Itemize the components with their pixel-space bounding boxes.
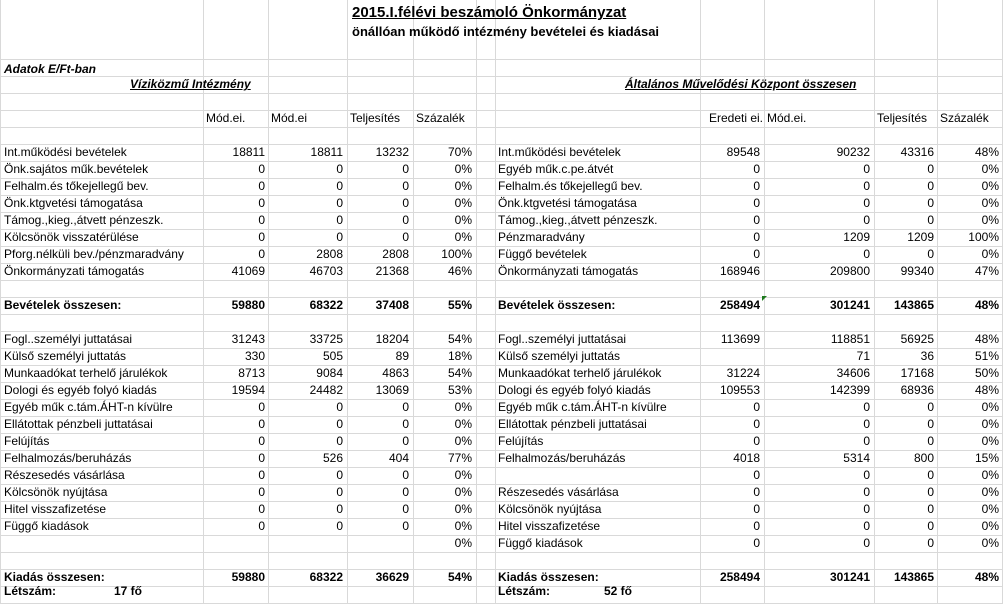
right-income-value: 0 bbox=[927, 162, 934, 176]
left-expense-value: 0% bbox=[454, 417, 472, 431]
right-expense-value: 0 bbox=[927, 434, 934, 448]
right-expense-value: 48% bbox=[974, 332, 999, 346]
right-expense-value: 0 bbox=[863, 400, 870, 414]
left-expense-value: 9084 bbox=[316, 366, 343, 380]
right-expense-value: 0% bbox=[981, 468, 999, 482]
left-expense-value: 0 bbox=[336, 434, 343, 448]
left-income-value: 41069 bbox=[231, 264, 265, 278]
left-expense-value: 0 bbox=[336, 485, 343, 499]
left-expense-value: 0 bbox=[402, 468, 409, 482]
right-income-value: 0 bbox=[753, 162, 760, 176]
left-income-value: 0% bbox=[454, 213, 472, 227]
left-income-label: Önkormányzati támogatás bbox=[4, 264, 145, 278]
left-income-value: 0 bbox=[336, 196, 343, 210]
left-income-value: 0% bbox=[454, 179, 472, 193]
left-income-value: 2808 bbox=[316, 247, 343, 261]
left-income-value: 0 bbox=[336, 162, 343, 176]
right-expense-value: 0 bbox=[753, 400, 760, 414]
left-expense-value: 77% bbox=[447, 451, 472, 465]
right-expense-value bbox=[700, 348, 760, 365]
right-expense-total-value: 258494 bbox=[719, 570, 760, 584]
right-expense-label: Dologi és egyéb folyó kiadás bbox=[498, 383, 651, 397]
grid-hline bbox=[0, 59, 1003, 60]
right-expense-value: 0% bbox=[981, 417, 999, 431]
right-expense-value: 68936 bbox=[900, 383, 934, 397]
left-expense-value: 505 bbox=[322, 349, 343, 363]
left-expense-value: 13069 bbox=[375, 383, 409, 397]
left-expense-value: 31243 bbox=[231, 332, 265, 346]
right-expense-value: 0 bbox=[753, 468, 760, 482]
right-headcount-label: Létszám: bbox=[498, 584, 551, 598]
left-income-value: 0 bbox=[258, 213, 265, 227]
right-income-value: 0 bbox=[927, 179, 934, 193]
left-expense-value: 24482 bbox=[309, 383, 343, 397]
left-income-value: 46% bbox=[447, 264, 472, 278]
right-income-value: 0 bbox=[863, 247, 870, 261]
left-income-total-value: 37408 bbox=[375, 298, 409, 312]
left-income-value: 0 bbox=[402, 230, 409, 244]
left-expense-value: 0 bbox=[258, 451, 265, 465]
right-expense-value: 0 bbox=[863, 468, 870, 482]
left-expense-value: 0 bbox=[258, 434, 265, 448]
right-expense-value: 4018 bbox=[733, 451, 760, 465]
left-expense-value bbox=[268, 535, 343, 552]
right-expense-value: 56925 bbox=[900, 332, 934, 346]
right-income-value: 0 bbox=[927, 247, 934, 261]
left-income-label: Pforg.nélküli bev./pénzmaradvány bbox=[4, 247, 184, 261]
left-expense-value: 54% bbox=[447, 366, 472, 380]
right-expense-value: 0 bbox=[863, 417, 870, 431]
right-income-value: 0% bbox=[981, 162, 999, 176]
left-expense-value: 0 bbox=[258, 417, 265, 431]
left-income-value: 0 bbox=[258, 179, 265, 193]
right-income-value: 0% bbox=[981, 179, 999, 193]
right-expense-value: 0 bbox=[927, 417, 934, 431]
left-income-value: 0% bbox=[454, 230, 472, 244]
right-expense-value: 0 bbox=[863, 519, 870, 533]
left-expense-label: Függő kiadások bbox=[4, 519, 89, 533]
right-expense-value: 5314 bbox=[843, 451, 870, 465]
right-expense-label bbox=[498, 467, 703, 484]
right-income-value: 0 bbox=[753, 247, 760, 261]
right-expense-total-value: 143865 bbox=[893, 570, 934, 584]
left-expense-total-value: 68322 bbox=[309, 570, 343, 584]
left-income-label: Önk.sajátos műk.bevételek bbox=[4, 162, 149, 176]
left-expense-value: 54% bbox=[447, 332, 472, 346]
left-expense-value bbox=[203, 535, 265, 552]
left-expense-value: 0% bbox=[454, 434, 472, 448]
left-expense-total-value: 54% bbox=[447, 570, 472, 584]
right-income-value: 0% bbox=[981, 196, 999, 210]
left-col-header: Mód.ei bbox=[271, 111, 308, 125]
right-expense-value: 51% bbox=[974, 349, 999, 363]
right-expense-value: 0 bbox=[753, 502, 760, 516]
right-expense-total-value: 301241 bbox=[829, 570, 870, 584]
right-income-value: 1209 bbox=[843, 230, 870, 244]
grid-vline bbox=[476, 0, 477, 603]
right-expense-value: 0 bbox=[927, 536, 934, 550]
left-income-value: 0 bbox=[258, 162, 265, 176]
grid-hline bbox=[0, 314, 1003, 315]
left-expense-value: 0 bbox=[336, 519, 343, 533]
left-expense-value: 0% bbox=[454, 536, 472, 550]
left-expense-value: 0% bbox=[454, 400, 472, 414]
right-expense-value: 0 bbox=[863, 485, 870, 499]
grid-vline bbox=[0, 0, 1, 603]
left-expense-value: 19594 bbox=[231, 383, 265, 397]
right-expense-value: 48% bbox=[974, 383, 999, 397]
right-headcount-value: 52 fő bbox=[603, 584, 632, 598]
right-expense-value: 36 bbox=[920, 349, 934, 363]
left-income-total-value: 59880 bbox=[231, 298, 265, 312]
grid-hline bbox=[0, 93, 1003, 94]
left-expense-label: Egyéb műk c.tám.ÁHT-n kívülre bbox=[4, 400, 173, 414]
left-expense-value: 18% bbox=[447, 349, 472, 363]
left-col-header: Mód.ei. bbox=[206, 111, 246, 125]
right-income-total-value: 301241 bbox=[829, 298, 870, 312]
left-expense-value: 0 bbox=[336, 468, 343, 482]
left-expense-value: 0 bbox=[402, 417, 409, 431]
right-income-value: 168946 bbox=[719, 264, 760, 278]
right-expense-label: Külső személyi juttatás bbox=[498, 349, 621, 363]
right-expense-value: 50% bbox=[974, 366, 999, 380]
right-expense-value: 0 bbox=[863, 536, 870, 550]
right-income-value: 0 bbox=[863, 213, 870, 227]
right-expense-value: 109553 bbox=[719, 383, 760, 397]
right-income-value: 1209 bbox=[907, 230, 934, 244]
right-expense-value: 0 bbox=[927, 400, 934, 414]
right-expense-label: Munkaadókat terhelő járulékok bbox=[498, 366, 662, 380]
left-expense-value: 330 bbox=[244, 349, 265, 363]
right-col-header: Mód.ei. bbox=[767, 111, 807, 125]
right-expense-label: Függő kiadások bbox=[498, 536, 583, 550]
right-expense-value: 0 bbox=[927, 485, 934, 499]
right-income-value: 90232 bbox=[836, 145, 870, 159]
left-income-value: 0 bbox=[402, 213, 409, 227]
grid-hline bbox=[0, 552, 1003, 553]
right-expense-value: 0% bbox=[981, 502, 999, 516]
right-income-value: 209800 bbox=[829, 264, 870, 278]
right-expense-label: Kölcsönök nyújtása bbox=[498, 502, 602, 516]
left-income-value: 0% bbox=[454, 162, 472, 176]
left-income-value: 0% bbox=[454, 196, 472, 210]
right-expense-label: Felhalmozás/beruházás bbox=[498, 451, 626, 465]
left-expense-value: 0% bbox=[454, 519, 472, 533]
right-expense-value: 118851 bbox=[830, 332, 870, 346]
left-expense-label: Felújítás bbox=[4, 434, 50, 448]
left-expense-label: Kölcsönök nyújtása bbox=[4, 485, 108, 499]
right-income-value: 47% bbox=[974, 264, 999, 278]
left-expense-label: Külső személyi juttatás bbox=[4, 349, 127, 363]
right-income-value: 100% bbox=[968, 230, 999, 244]
left-income-value: 21368 bbox=[375, 264, 409, 278]
grid-hline bbox=[0, 127, 1003, 128]
left-expense-value: 526 bbox=[322, 451, 343, 465]
left-income-total-value: 55% bbox=[447, 298, 472, 312]
right-income-value: 0 bbox=[753, 179, 760, 193]
left-income-value: 0 bbox=[402, 179, 409, 193]
left-expense-value: 0 bbox=[258, 519, 265, 533]
left-expense-total-value: 59880 bbox=[231, 570, 265, 584]
right-income-value: 89548 bbox=[726, 145, 760, 159]
right-income-total-value: 143865 bbox=[893, 298, 934, 312]
right-expense-value: 0 bbox=[927, 468, 934, 482]
left-expense-value: 4863 bbox=[382, 366, 409, 380]
left-income-value: 0 bbox=[258, 247, 265, 261]
left-income-label: Kölcsönök visszatérülése bbox=[4, 230, 139, 244]
left-headcount-label: Létszám: bbox=[4, 584, 57, 598]
right-expense-label: Hitel visszafizetése bbox=[498, 519, 601, 533]
right-income-total-value: 258494 bbox=[719, 298, 760, 312]
right-expense-value: 0 bbox=[927, 519, 934, 533]
left-expense-value: 0 bbox=[258, 502, 265, 516]
left-income-value: 0 bbox=[402, 162, 409, 176]
left-income-value: 2808 bbox=[382, 247, 409, 261]
right-income-value: 0 bbox=[863, 179, 870, 193]
right-expense-total-value: 48% bbox=[974, 570, 999, 584]
right-income-label: Egyéb műk.c.pe.átvét bbox=[498, 162, 614, 176]
left-income-value: 0 bbox=[402, 196, 409, 210]
left-income-total-label: Bevételek összesen: bbox=[4, 298, 122, 312]
right-income-label: Önkormányzati támogatás bbox=[498, 264, 639, 278]
right-expense-value: 34606 bbox=[836, 366, 870, 380]
right-expense-value: 71 bbox=[856, 349, 870, 363]
left-expense-label: Munkaadókat terhelő járulékok bbox=[4, 366, 168, 380]
right-expense-value: 17168 bbox=[900, 366, 934, 380]
right-income-value: 0% bbox=[981, 213, 999, 227]
right-col-header: Százalék bbox=[940, 111, 989, 125]
right-income-value: 48% bbox=[974, 145, 999, 159]
left-income-value: 0 bbox=[258, 196, 265, 210]
right-income-label: Önk.ktgvetési támogatása bbox=[498, 196, 637, 210]
right-expense-value: 0 bbox=[753, 417, 760, 431]
right-income-label: Felhalm.és tőkejellegű bev. bbox=[498, 179, 643, 193]
left-expense-value: 0% bbox=[454, 502, 472, 516]
left-expense-value: 0 bbox=[402, 519, 409, 533]
right-income-value: 43316 bbox=[900, 145, 934, 159]
left-income-label: Felhalm.és tőkejellegű bev. bbox=[4, 179, 149, 193]
left-expense-value: 0 bbox=[336, 400, 343, 414]
right-expense-value: 0 bbox=[753, 434, 760, 448]
left-expense-total-value: 36629 bbox=[375, 570, 409, 584]
left-income-value: 70% bbox=[447, 145, 472, 159]
grid-vline bbox=[495, 0, 496, 603]
right-income-label: Int.működési bevételek bbox=[498, 145, 621, 159]
right-income-value: 0 bbox=[863, 162, 870, 176]
report-title: 2015.I.félévi beszámoló Önkormányzat bbox=[352, 4, 627, 21]
right-col-header: Eredeti ei. bbox=[708, 111, 763, 125]
left-expense-value: 404 bbox=[388, 451, 409, 465]
right-expense-value: 0% bbox=[981, 519, 999, 533]
right-income-value: 0 bbox=[927, 213, 934, 227]
left-income-total-value: 68322 bbox=[309, 298, 343, 312]
right-expense-value: 0 bbox=[753, 536, 760, 550]
right-income-value: 0 bbox=[863, 196, 870, 210]
right-expense-label: Felújítás bbox=[498, 434, 544, 448]
left-expense-value: 0 bbox=[402, 502, 409, 516]
left-expense-value: 0% bbox=[454, 468, 472, 482]
left-income-value: 0 bbox=[336, 179, 343, 193]
left-unit-name: Víziközmű Intézmény bbox=[130, 77, 251, 91]
left-expense-value: 0% bbox=[454, 485, 472, 499]
right-income-label: Támog.,kieg.,átvett pénzeszk. bbox=[498, 213, 658, 227]
left-expense-value: 18204 bbox=[375, 332, 409, 346]
left-expense-value: 89 bbox=[395, 349, 409, 363]
right-income-label: Függő bevételek bbox=[498, 247, 587, 261]
right-income-label: Pénzmaradvány bbox=[498, 230, 585, 244]
left-expense-value: 0 bbox=[402, 485, 409, 499]
left-expense-value bbox=[347, 535, 409, 552]
right-expense-value: 31224 bbox=[726, 366, 760, 380]
left-expense-total-label: Kiadás összesen: bbox=[4, 570, 105, 584]
right-income-total-value: 48% bbox=[974, 298, 999, 312]
right-expense-value: 0 bbox=[863, 434, 870, 448]
right-unit-name: Általános Művelődési Központ összesen bbox=[625, 77, 857, 91]
right-income-value: 0 bbox=[753, 230, 760, 244]
right-expense-value: 0 bbox=[863, 502, 870, 516]
left-income-label: Int.működési bevételek bbox=[4, 145, 127, 159]
right-expense-value: 0 bbox=[927, 502, 934, 516]
left-expense-value: 0 bbox=[336, 502, 343, 516]
grid-hline bbox=[0, 280, 1003, 281]
right-expense-value: 142399 bbox=[829, 383, 870, 397]
right-income-value: 0 bbox=[753, 213, 760, 227]
right-expense-total-label: Kiadás összesen: bbox=[498, 570, 599, 584]
left-expense-label: Fogl..személyi juttatásai bbox=[4, 332, 133, 346]
left-income-label: Önk.ktgvetési támogatása bbox=[4, 196, 143, 210]
left-expense-value: 33725 bbox=[309, 332, 343, 346]
left-expense-value: 53% bbox=[447, 383, 472, 397]
right-expense-label: Fogl..személyi juttatásai bbox=[498, 332, 627, 346]
left-expense-label: Részesedés vásárlása bbox=[4, 468, 125, 482]
left-income-value: 100% bbox=[441, 247, 472, 261]
right-expense-value: 0 bbox=[753, 519, 760, 533]
left-expense-value: 0 bbox=[402, 434, 409, 448]
right-expense-label: Ellátottak pénzbeli juttatásai bbox=[498, 417, 647, 431]
right-expense-value: 0 bbox=[753, 485, 760, 499]
left-expense-label: Dologi és egyéb folyó kiadás bbox=[4, 383, 157, 397]
left-income-value: 46703 bbox=[309, 264, 343, 278]
right-expense-value: 113699 bbox=[720, 332, 760, 346]
left-expense-value: 0 bbox=[258, 485, 265, 499]
left-expense-value: 0 bbox=[258, 400, 265, 414]
left-expense-label bbox=[4, 535, 209, 552]
right-expense-value: 800 bbox=[913, 451, 934, 465]
right-expense-value: 0% bbox=[981, 485, 999, 499]
comment-marker-icon[interactable] bbox=[762, 296, 767, 301]
right-income-value: 0 bbox=[753, 196, 760, 210]
left-income-value: 13232 bbox=[375, 145, 409, 159]
right-expense-value: 15% bbox=[974, 451, 999, 465]
right-income-value: 0% bbox=[981, 247, 999, 261]
left-income-value: 0 bbox=[336, 213, 343, 227]
right-income-total-label: Bevételek összesen: bbox=[498, 298, 616, 312]
left-income-label: Támog.,kieg.,átvett pénzeszk. bbox=[4, 213, 164, 227]
left-headcount-value: 17 fő bbox=[113, 584, 142, 598]
left-expense-value: 0 bbox=[258, 468, 265, 482]
right-expense-value: 0% bbox=[981, 434, 999, 448]
left-expense-label: Ellátottak pénzbeli juttatásai bbox=[4, 417, 153, 431]
left-expense-value: 0 bbox=[336, 417, 343, 431]
right-col-header: Teljesítés bbox=[877, 111, 928, 125]
right-expense-label: Egyéb műk c.tám.ÁHT-n kívülre bbox=[498, 400, 667, 414]
right-expense-value: 0% bbox=[981, 400, 999, 414]
left-expense-value: 0 bbox=[402, 400, 409, 414]
left-col-header: Százalék bbox=[416, 111, 465, 125]
left-expense-label: Felhalmozás/beruházás bbox=[4, 451, 132, 465]
left-income-value: 18811 bbox=[232, 145, 265, 159]
right-expense-value: 0% bbox=[981, 536, 999, 550]
left-income-value: 0 bbox=[258, 230, 265, 244]
right-expense-label: Részesedés vásárlása bbox=[498, 485, 619, 499]
left-income-value: 18811 bbox=[310, 145, 343, 159]
unit-note: Adatok E/Ft-ban bbox=[4, 62, 96, 76]
right-income-value: 99340 bbox=[900, 264, 934, 278]
left-expense-label: Hitel visszafizetése bbox=[4, 502, 107, 516]
left-income-value: 0 bbox=[336, 230, 343, 244]
report-subtitle: önállóan működő intézmény bevételei és kiadásai bbox=[352, 24, 660, 39]
left-col-header: Teljesítés bbox=[350, 111, 401, 125]
right-income-value: 0 bbox=[927, 196, 934, 210]
left-expense-value: 8713 bbox=[238, 366, 265, 380]
